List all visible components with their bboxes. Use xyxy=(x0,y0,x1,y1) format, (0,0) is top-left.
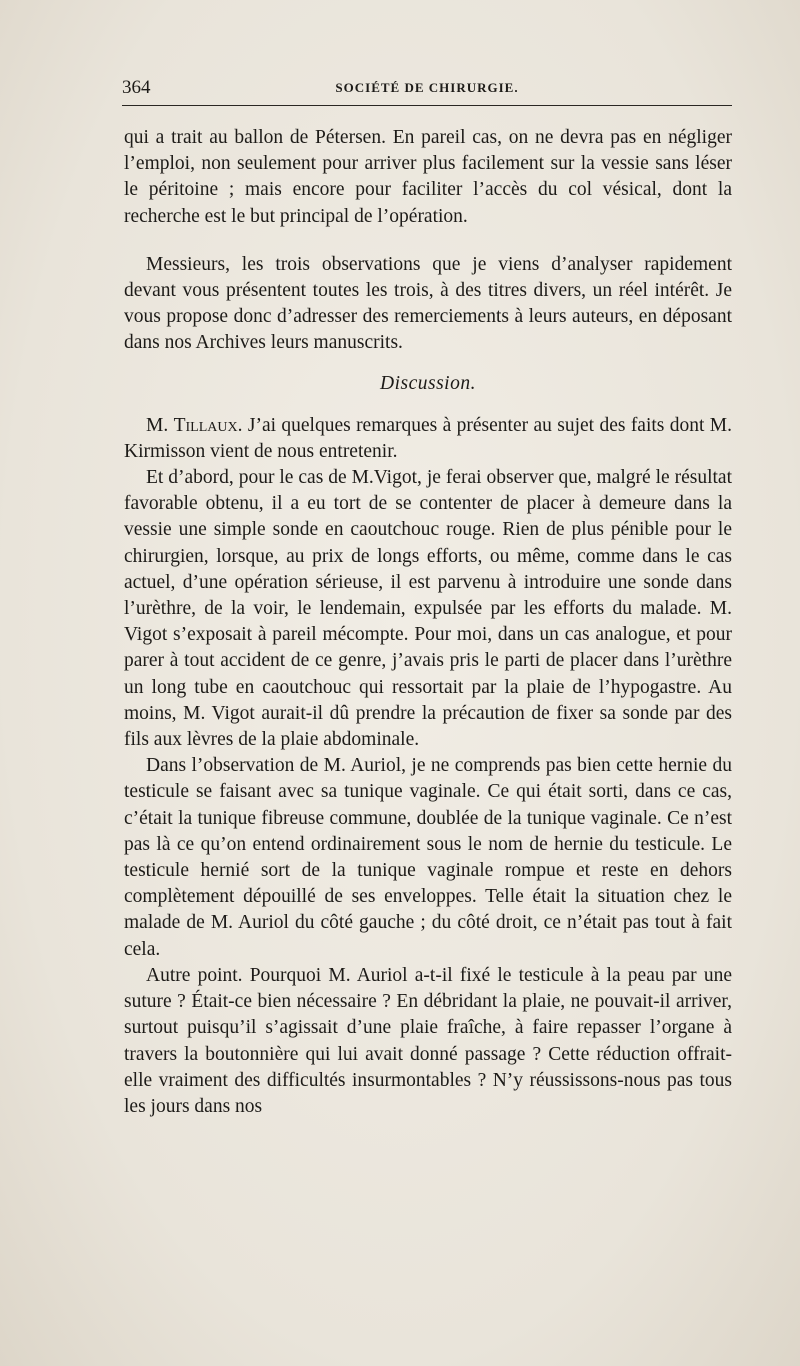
paragraph-other-point: Autre point. Pourquoi M. Auriol a-t-il fixé le testicule à la peau par une suture ? Était-ce bien nécessaire ? En débridant la plaie, ne pouvait-il arriver, surtout puisqu’il s’agissait d’une plaie fraîche, à faire repasser l’organe à travers la boutonnière qui lui avait donné passage ? Cette réduction offrait-elle vraiment des difficultés insurmontables ? N’y réussissons-nous pas tous les jours dans nos xyxy=(124,964,732,1117)
paragraph-conclusion: Messieurs, les trois observations que je viens d’analyser rapidement devant vous présentent toutes les trois, à des titres divers, un réel intérêt. Je vous propose donc d’adresser des remerciements à leurs auteurs, en déposant dans nos Archives leurs manuscrits. xyxy=(124,253,732,354)
speaker-prefix: M. xyxy=(146,414,169,436)
discussion-heading: Discussion. xyxy=(380,372,476,394)
speaker-name: Tillaux. xyxy=(173,414,243,436)
page-header xyxy=(122,76,732,102)
paragraph-continuation: qui a trait au ballon de Pétersen. En pareil cas, on ne devra pas en négliger l’emploi, non seulement pour arriver plus facilement sur la vessie sans léser le péritoine ; mais encore pour faciliter l’accès du col vésical, dont la recherche est le but principal de l’opération. xyxy=(124,127,732,227)
paragraph-vigot-case: Et d’abord, pour le cas de M.Vigot, je ferai observer que, malgré le résultat favorable obtenu, il a eu tort de se contenter de placer à demeure dans la vessie une simple sonde en caoutchouc rouge. Rien de plus pénible pour le chirurgien, lorsque, au prix de longs efforts, ou même, comme dans le cas actuel, d’une opération sérieuse, il est parvenu à introduire une sonde dans l’urèthre, de la voir, le lendemain, expulsée par les efforts du malade. M. Vigot s’exposait à pareil mécompte. Pour moi, dans un cas analogue, et pour parer à tout accident de ce genre, j’avais pris le parti de placer dans l’urèthre un long tube en caoutchouc qui ressortait par la plaie de l’hypogastre. Au moins, M. Vigot aurait-il dû prendre la précaution de fixer sa sonde par des fils aux lèvres de la plaie abdominale. xyxy=(124,467,732,751)
paragraph-spacer xyxy=(124,230,732,252)
page-number: 364 xyxy=(122,77,151,98)
body-text xyxy=(124,125,732,1120)
paragraph-auriol-case: Dans l’observation de M. Auriol, je ne comprends pas bien cette hernie du testicule se faisant avec sa tunique vaginale. Ce qui était sorti, dans ce cas, c’était la tunique fibreuse commune, doublée de la tunique vaginale. Ce n’est pas là ce qu’on entend ordinairement sous le nom de hernie du testicule. Le testicule hernié sort de la tunique vaginale rompue et reste en dehors complètement dépouillé de ses enveloppes. Telle était la situation chez le malade de M. Auriol du côté gauche ; du côté droit, ce n’était pas tout à fait cela. xyxy=(124,755,732,960)
speaker-remark: J’ai quelques remarques à présenter au sujet des faits dont M. Kirmisson vient de nous entretenir. xyxy=(124,414,733,462)
paragraph-tillaux-intro xyxy=(124,413,732,465)
header-rule xyxy=(122,105,732,106)
running-title: SOCIÉTÉ DE CHIRURGIE. xyxy=(335,80,519,95)
